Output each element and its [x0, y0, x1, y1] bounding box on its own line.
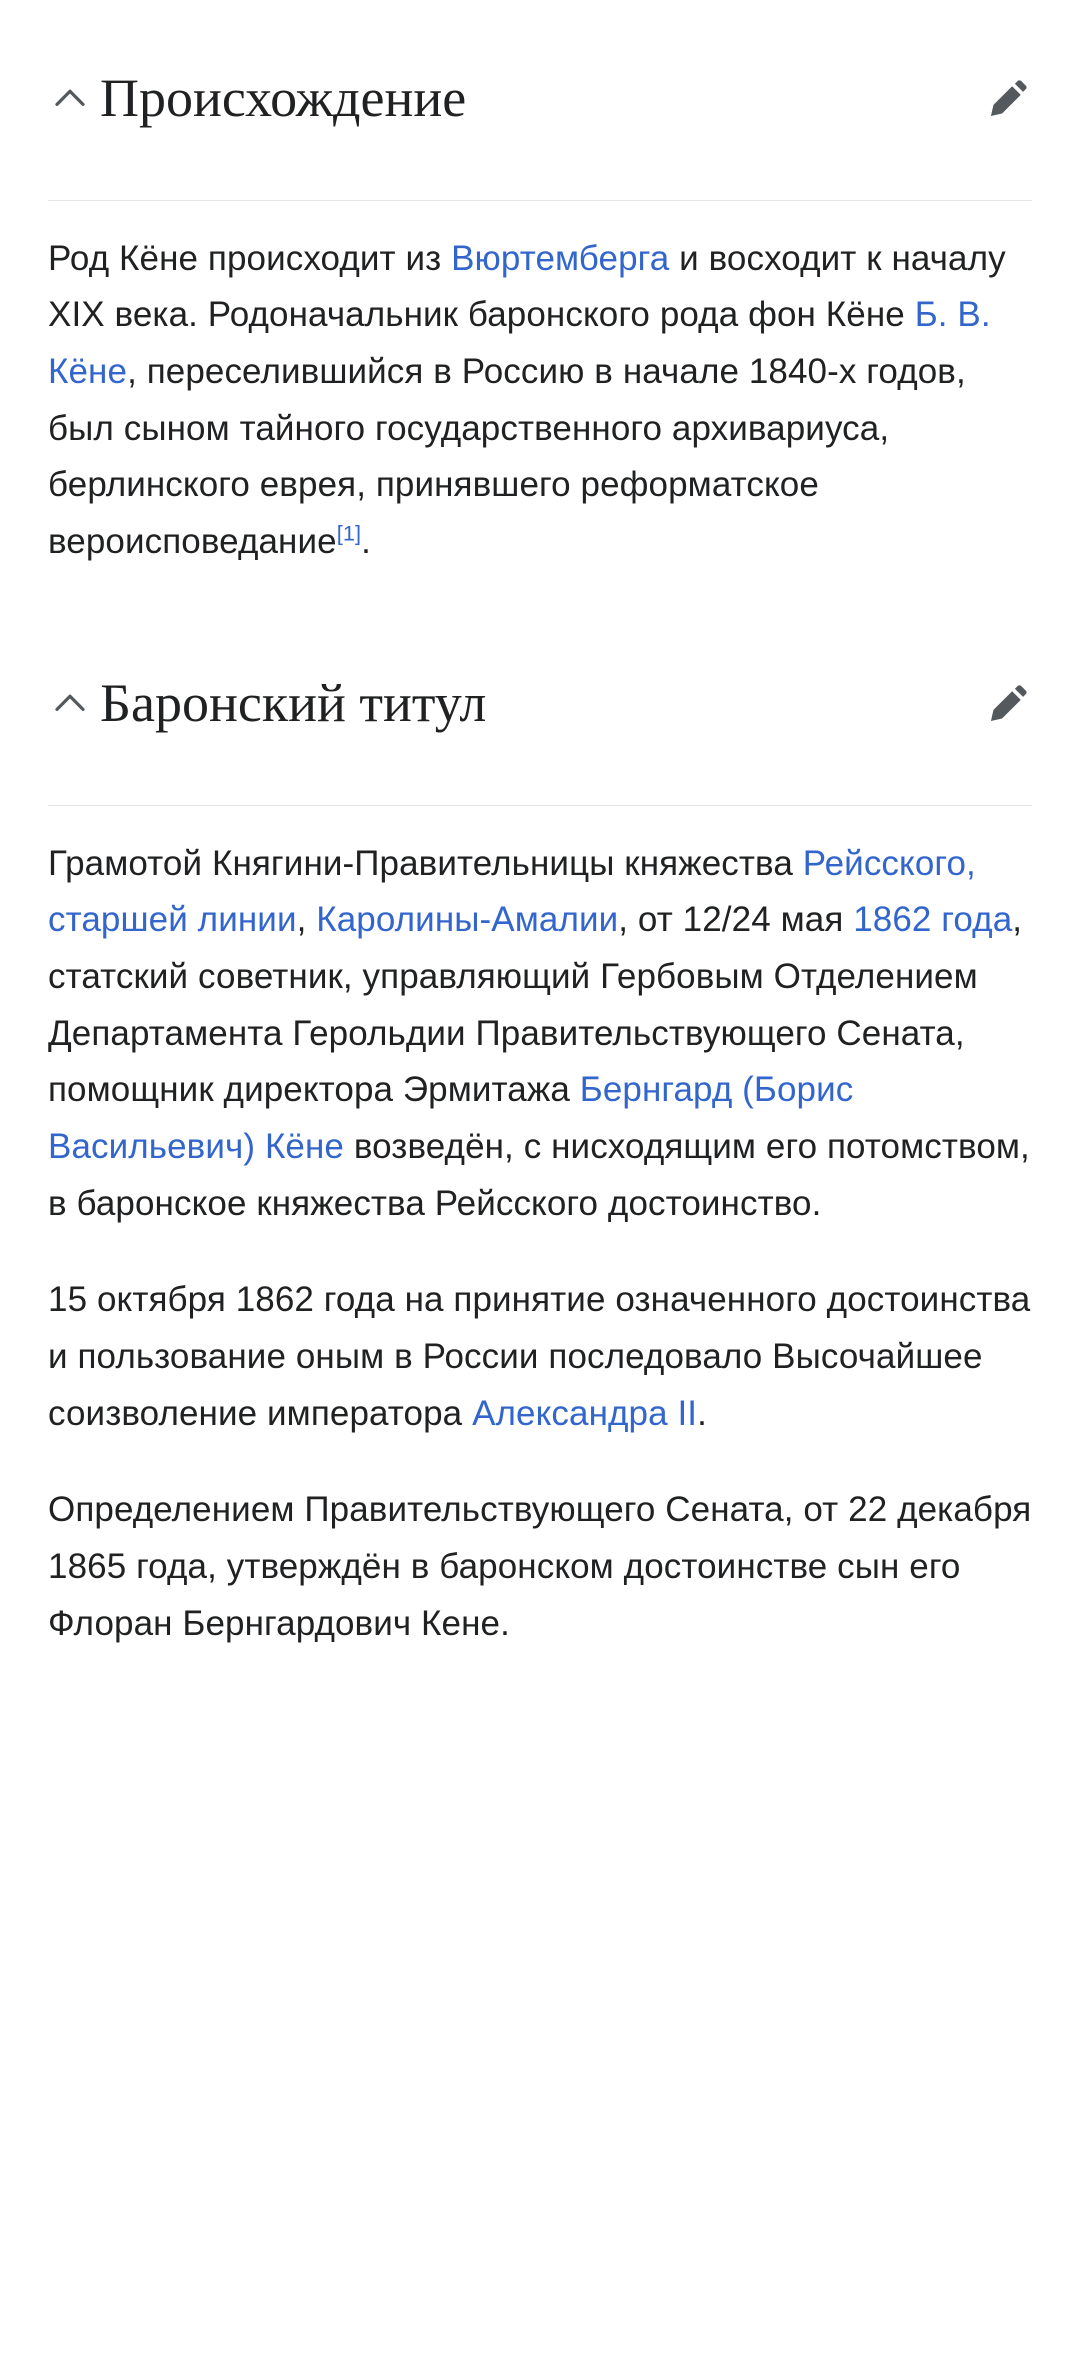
pencil-edit-icon[interactable] [986, 680, 1032, 726]
text-run: , [296, 900, 317, 940]
section-content [48, 201, 1032, 571]
wiki-link[interactable]: Бернгард (Борис Васильевич) Кёне [48, 1070, 854, 1166]
chevron-up-icon[interactable] [48, 681, 92, 725]
text-run: Род Кёне происходит из [48, 238, 452, 278]
paragraph [48, 836, 1032, 1233]
reference-link[interactable]: [1] [336, 520, 362, 546]
section-header[interactable] [48, 0, 1032, 201]
bottom-spacer [48, 1653, 1032, 1693]
chevron-up-icon[interactable] [48, 76, 92, 120]
text-run: , статский советник, управляющий Гербовым Отделением Департамента Герольдии Правительствующего Сената, помощник директора Эрмитажа [48, 900, 1023, 1110]
section-gap [48, 571, 1032, 605]
paragraph [48, 1482, 1032, 1652]
wiki-link[interactable]: Рейсского, старшей линии [48, 843, 976, 940]
pencil-edit-icon[interactable] [986, 75, 1032, 121]
text-run: Грамотой Княгини-Правительницы княжества [48, 843, 803, 883]
section-origin [48, 0, 1032, 571]
paragraph [48, 1272, 1032, 1442]
wiki-link[interactable]: 1862 года [853, 900, 1013, 940]
section-content [48, 806, 1032, 1653]
text-run: 15 октября 1862 года на принятие означенного достоинства и пользование оным в России последовало Высочайшее соизволение императора [48, 1280, 1031, 1433]
section-title: Происхождение [100, 67, 467, 128]
wiki-link[interactable]: Каролины-Амалии [316, 900, 619, 940]
text-run: , переселившийся в Россию в начале 1840-х годов, был сыном тайного государственного архивариуса, берлинского еврея, принявшего реформатское вероисповедание [48, 352, 966, 562]
wiki-link[interactable]: Б. В. Кёне [48, 295, 991, 392]
text-run: и восходит к началу XIX века. Родоначальник баронского рода фон Кёне [48, 238, 1006, 335]
wiki-link[interactable]: Вюртемберга [451, 238, 670, 278]
section-title: Баронский титул [100, 672, 487, 733]
text-run: Определением Правительствующего Сената, от 22 декабря 1865 года, утверждён в баронском достоинстве сын его Флоран Бернгардович Кене. [48, 1490, 1032, 1643]
sections-container [48, 0, 1032, 1653]
text-run: возведён, с нисходящим его потомством, в баронское княжества Рейсского достоинство. [48, 1127, 1030, 1223]
wiki-link[interactable]: Александра II [472, 1393, 698, 1433]
reference-marker[interactable] [337, 521, 361, 546]
section-baronial-title [48, 605, 1032, 1653]
text-run: . [361, 522, 371, 562]
text-run: . [697, 1393, 707, 1433]
paragraph [48, 231, 1032, 571]
text-run: , от 12/24 мая [618, 900, 854, 940]
section-header[interactable] [48, 605, 1032, 806]
